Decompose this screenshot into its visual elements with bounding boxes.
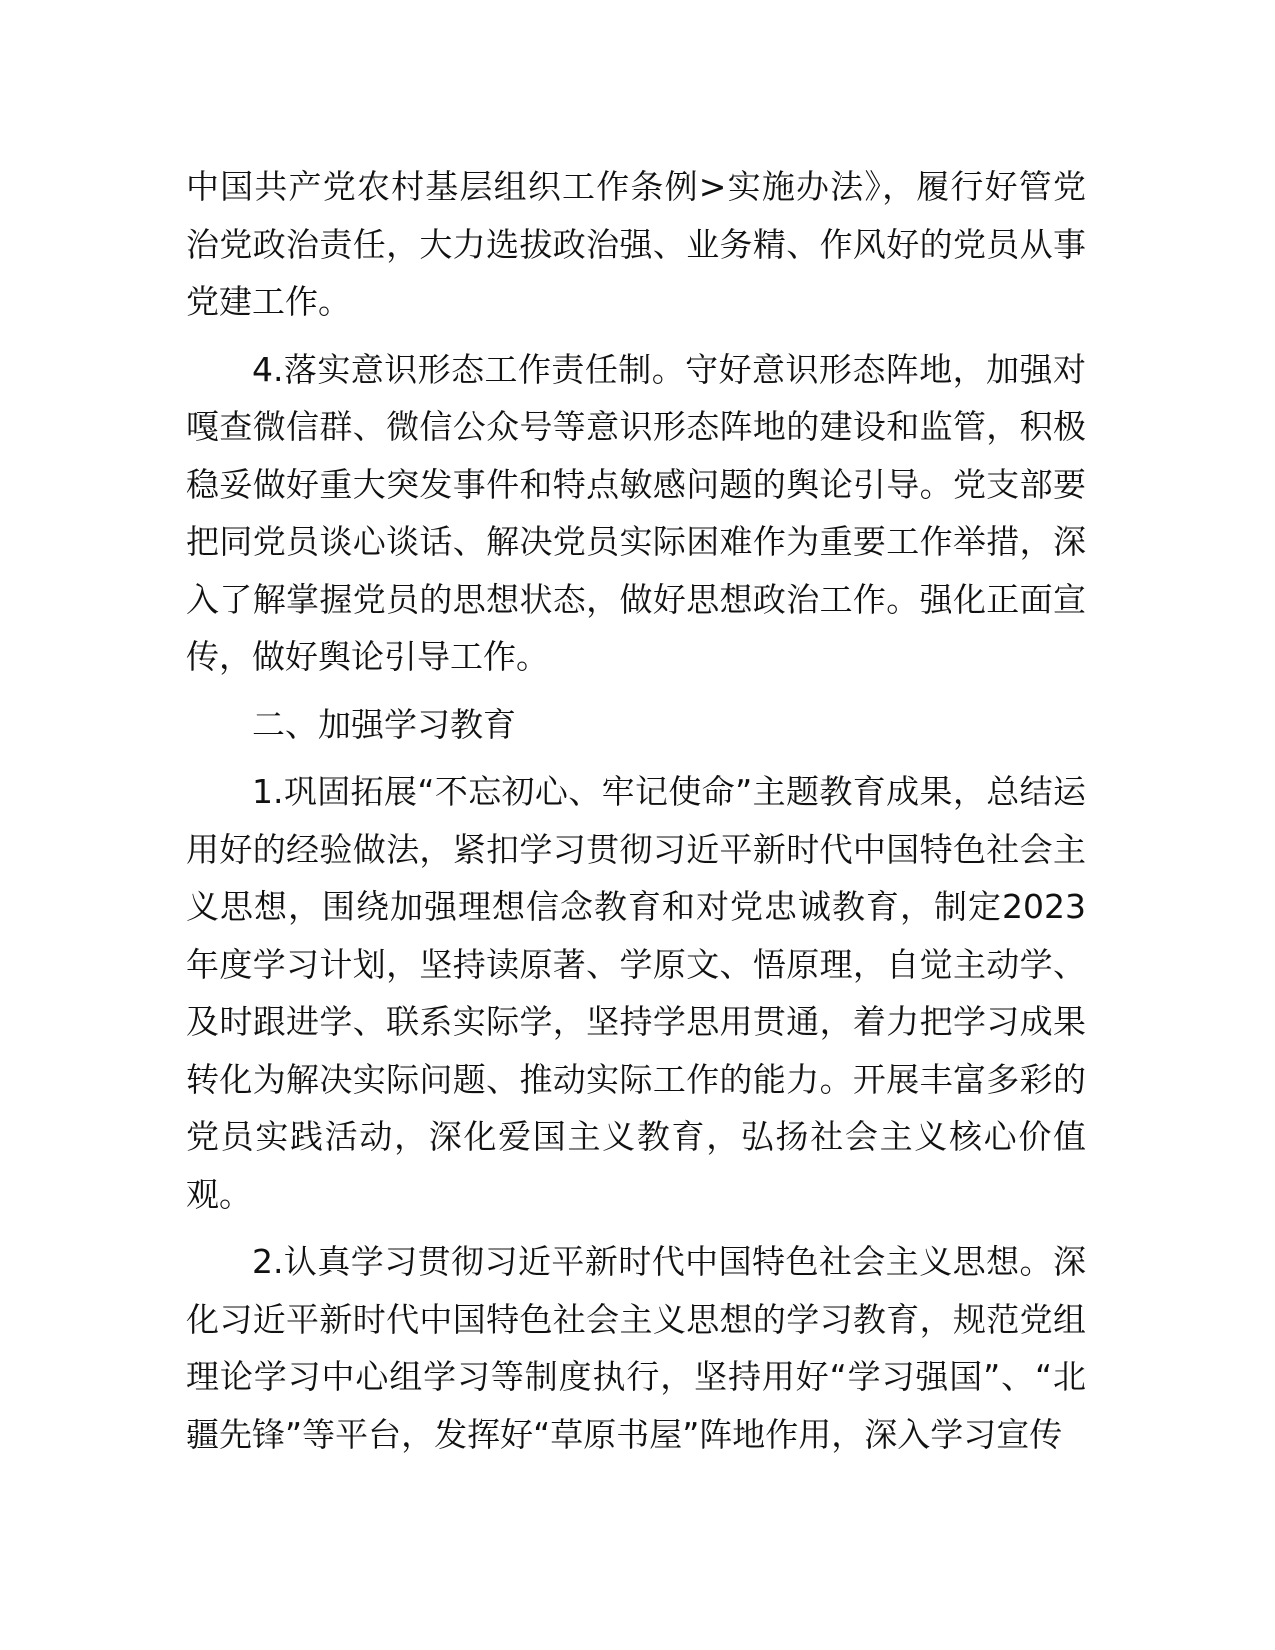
- paragraph-item-2-study-thought: 2.认真学习贯彻习近平新时代中国特色社会主义思想。深化习近平新时代中国特色社会主义思想的学习教育，规范党组理论学习中心组学习等制度执行，坚持用好“学习强国”、“北疆先锋”等平台，发挥好“草原书屋”阵地作用，深入学习宣传: [186, 1242, 1086, 1454]
- paragraph-item-4-ideology: 4.落实意识形态工作责任制。守好意识形态阵地，加强对嘎查微信群、微信公众号等意识形态阵地的建设和监管，积极稳妥做好重大突发事件和特点敏感问题的舆论引导。党支部要把同党员谈心谈话、解决党员实际困难作为重要工作举措，深入了解掌握党员的思想状态，做好思想政治工作。强化正面宣传，做好舆论引导工作。: [186, 349, 1086, 676]
- section-heading-study-education: 二、加强学习教育: [252, 704, 516, 744]
- document-body: [186, 158, 1086, 1473]
- paragraph-continuation: 中国共产党农村基层组织工作条例>实施办法》，履行好管党治党政治责任，大力选拔政治强、业务精、作风好的党员从事党建工作。: [186, 167, 1086, 321]
- paragraph-item-1-consolidate: 1.巩固拓展“不忘初心、牢记使命”主题教育成果，总结运用好的经验做法，紧扣学习贯彻习近平新时代中国特色社会主义思想，围绕加强理想信念教育和对党忠诚教育，制定2023年度学习计划，坚持读原著、学原文、悟原理，自觉主动学、及时跟进学、联系实际学，坚持学思用贯通，着力把学习成果转化为解决实际问题、推动实际工作的能力。开展丰富多彩的党员实践活动，深化爱国主义教育，弘扬社会主义核心价值观。: [186, 772, 1086, 1214]
